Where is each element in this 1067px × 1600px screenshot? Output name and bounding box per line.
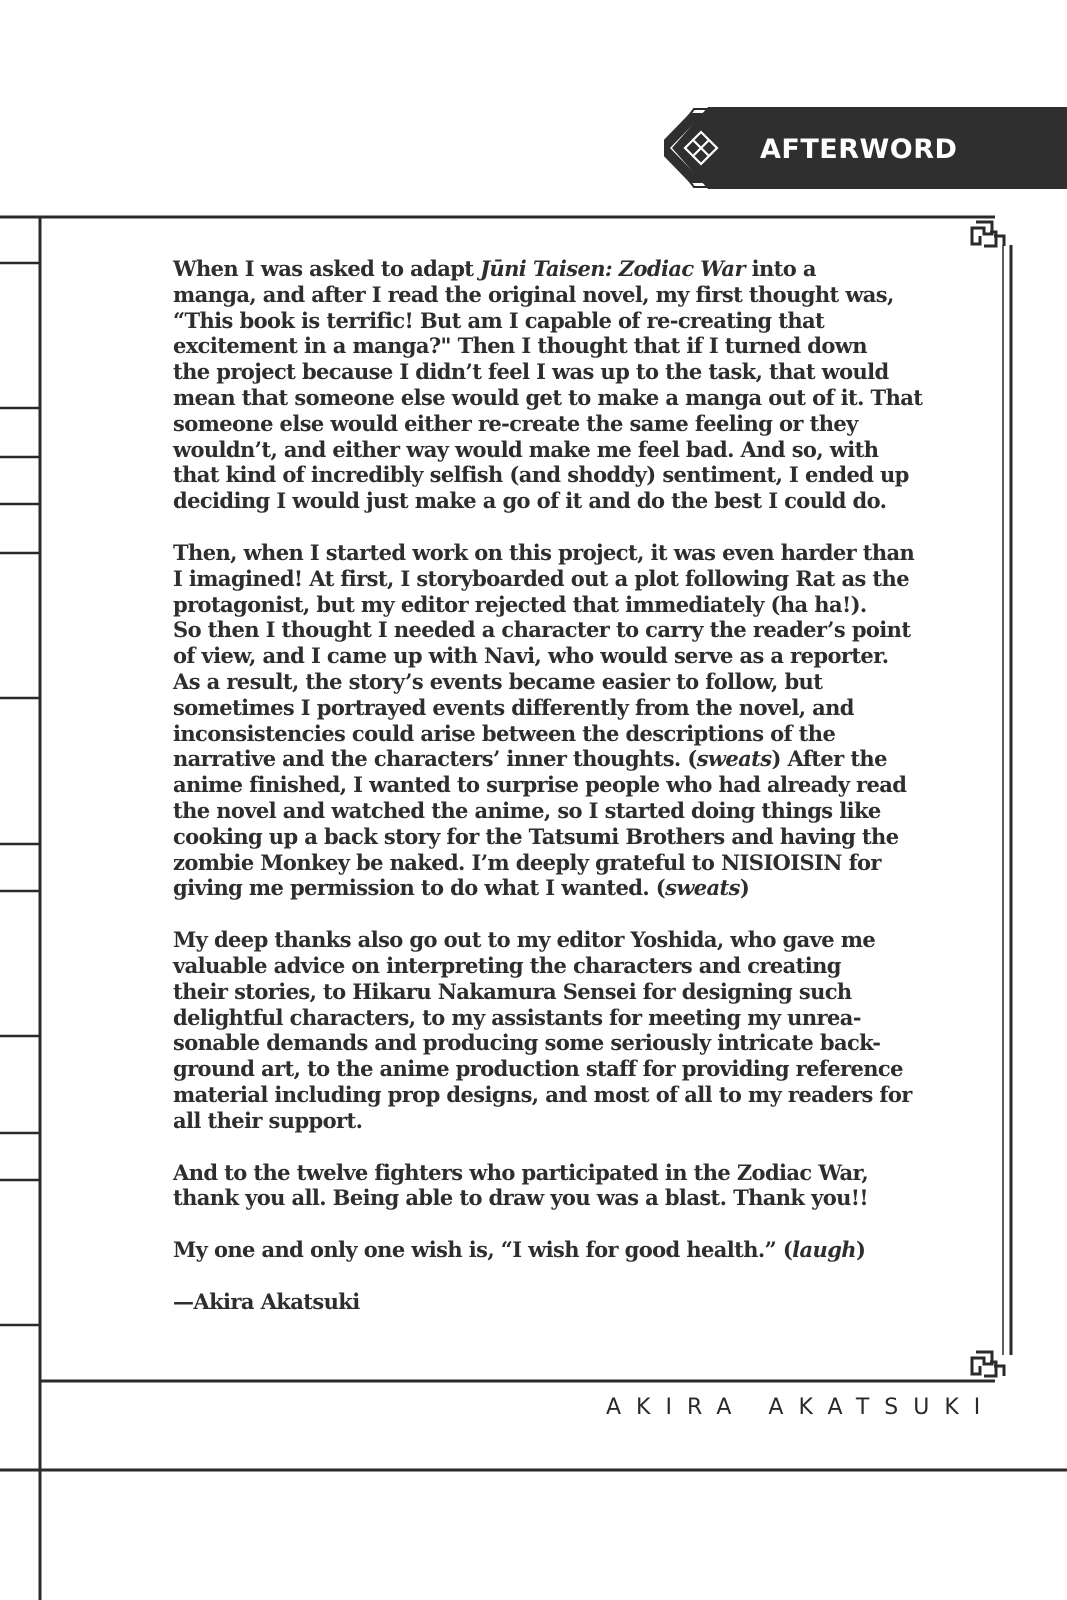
text-line: anime finished, I wanted to surprise people who had already read <box>173 772 907 798</box>
text-line: When I was asked to adapt Jūni Taisen: Zodiac War into a <box>173 256 816 281</box>
text-line: excitement in a manga?" Then I thought that if I turned down <box>173 333 867 359</box>
text-line: all their support. <box>173 1107 363 1133</box>
text-line: Then, when I started work on this project, it was even harder than <box>173 539 915 565</box>
italic-text: sweats <box>665 875 740 901</box>
text-line: that kind of incredibly selfish (and shoddy) sentiment, I ended up <box>173 462 909 488</box>
text-line: And to the twelve fighters who participated in the Zodiac War, <box>173 1159 869 1185</box>
section-title: AFTERWORD <box>760 134 958 165</box>
text-line: valuable advice on interpreting the characters and creating <box>173 952 841 978</box>
text-line: sonable demands and producing some seriously intricate back- <box>173 1030 881 1056</box>
text-line: of view, and I came up with Navi, who would serve as a reporter. <box>173 643 889 669</box>
text-line: inconsistencies could arise between the descriptions of the <box>173 720 836 746</box>
text-line: deciding I would just make a go of it and do the best I could do. <box>173 488 887 514</box>
text-line: sometimes I portrayed events differently from the novel, and <box>173 694 854 720</box>
text-line: manga, and after I read the original novel, my first thought was, <box>173 281 894 307</box>
text-line: My one and only one wish is, “I wish for good health.” (laugh) <box>173 1237 866 1263</box>
text-line: the project because I didn’t feel I was up to the task, that would <box>173 359 889 385</box>
text-line: zombie Monkey be naked. I’m deeply grateful to NISIOISIN for <box>173 849 881 875</box>
signature: —Akira Akatsuki <box>173 1288 360 1314</box>
text-line: giving me permission to do what I wanted. (sweats) <box>173 875 750 901</box>
corner-knot-icon <box>972 1352 1004 1376</box>
text-line: mean that someone else would get to make a manga out of it. That <box>173 384 923 410</box>
text-line: someone else would either re-create the same feeling or they <box>173 410 858 436</box>
text-line: I imagined! At first, I storyboarded out a plot following Rat as the <box>173 565 909 591</box>
text-line: wouldn’t, and either way would make me feel bad. And so, with <box>173 436 879 462</box>
text-line: their stories, to Hikaru Nakamura Sensei for designing such <box>173 978 852 1004</box>
text-line: material including prop designs, and most of all to my readers for <box>173 1081 912 1107</box>
paragraph <box>173 1237 953 1263</box>
text-line: protagonist, but my editor rejected that immediately (ha ha!). <box>173 591 867 617</box>
text-line: ground art, to the anime production staff for providing reference <box>173 1056 903 1082</box>
text-line: narrative and the characters’ inner thoughts. (sweats) After the <box>173 746 887 772</box>
text-line: thank you all. Being able to draw you was a blast. Thank you!! <box>173 1185 869 1211</box>
text-line: cooking up a back story for the Tatsumi Brothers and having the <box>173 823 899 849</box>
text-line: “This book is terrific! But am I capable of re-creating that <box>173 307 825 333</box>
afterword-body <box>173 256 953 1341</box>
corner-knot-icon <box>972 222 1004 246</box>
text-line: So then I thought I needed a character to carry the reader’s point <box>173 617 911 643</box>
paragraph <box>173 927 953 1133</box>
italic-text: sweats <box>696 746 772 772</box>
author-name-footer: AKIRA AKATSUKI <box>606 1395 996 1420</box>
paragraph <box>173 540 953 901</box>
text-line: My deep thanks also go out to my editor Yoshida, who gave me <box>173 927 876 953</box>
paragraph <box>173 256 953 514</box>
paragraph <box>173 1160 953 1212</box>
italic-text: laugh <box>792 1237 856 1263</box>
text-line: As a result, the story’s events became easier to follow, but <box>173 668 823 694</box>
text-line: delightful characters, to my assistants for meeting my unrea- <box>173 1004 861 1030</box>
italic-text: Jūni Taisen: Zodiac War <box>480 256 745 281</box>
text-line: the novel and watched the anime, so I started doing things like <box>173 797 881 823</box>
